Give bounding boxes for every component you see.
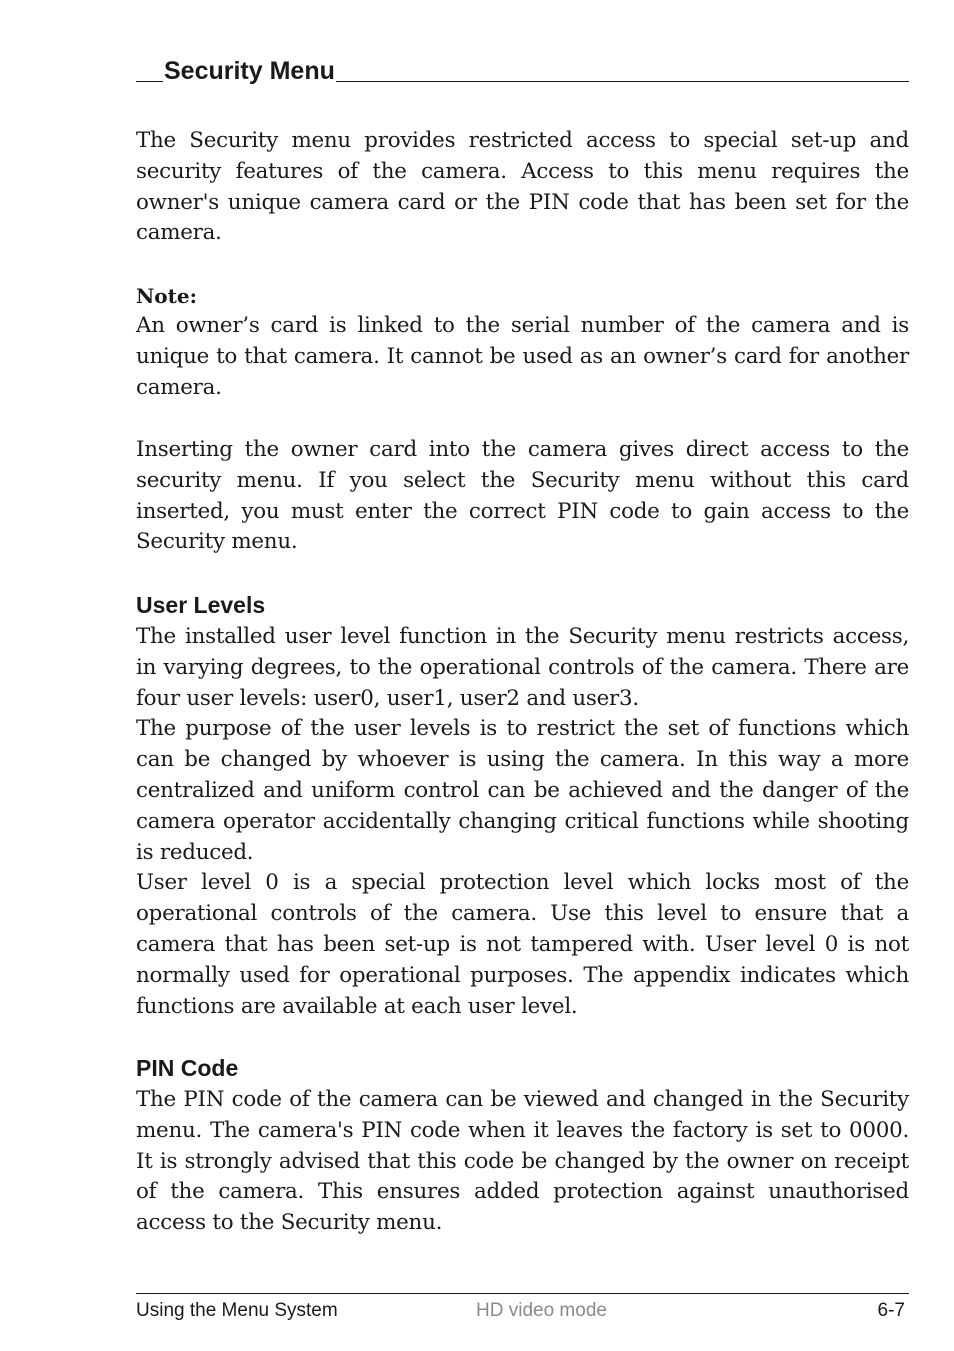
pin-code-heading: PIN Code <box>136 1055 239 1081</box>
footer-chapter-title: Using the Menu System <box>136 1300 338 1321</box>
footer-mode-label: HD video mode <box>476 1300 607 1321</box>
title-rule <box>336 81 909 82</box>
page-header <box>136 52 909 84</box>
note-label: Note: <box>136 284 197 308</box>
footer-page-number: 6-7 <box>877 1300 905 1321</box>
pin-code-paragraph: The PIN code of the camera can be viewed and changed in the Security menu. The camera's PIN code when it leaves the factory is set to 0000. It is strongly advised that this code be changed by the owner on receipt of the camera. This ensures added protection against unauthorised access to the Security menu. <box>136 1087 909 1236</box>
document-page <box>136 0 909 1351</box>
note-section <box>136 281 909 403</box>
note-paragraph: An owner’s card is linked to the serial number of the camera and is unique to that camera. It cannot be used as an owner’s card for another camera. <box>136 313 909 400</box>
owner-card-section <box>136 435 909 558</box>
page-title: Security Menu <box>164 57 335 85</box>
user-levels-heading: User Levels <box>136 592 266 618</box>
user-levels-paragraph: The purpose of the user levels is to restrict the set of functions which can be changed by whoever is using the camera. In this way a more centralized and uniform control can be achieved and the danger of the camera operator accidentally changing critical functions while shooting is reduced. <box>136 716 909 865</box>
user-levels-paragraph: The installed user level function in the Security menu restricts access, in varying degrees, to the operational controls of the camera. There are four user levels: user0, user1, user2 and user3. <box>136 624 909 711</box>
title-lead-rule <box>136 81 163 82</box>
footer-rule <box>136 1293 909 1294</box>
page-footer <box>136 1298 909 1324</box>
pin-code-section <box>136 1053 909 1239</box>
user-levels-paragraph: User level 0 is a special protection level which locks most of the operational controls of the camera. Use this level to ensure that a camera that has been set-up is not tampered with. User level 0 is not normally used for operational purposes. The appendix indicates which functions are available at each user level. <box>136 870 909 1019</box>
intro-paragraph: The Security menu provides restricted access to special set-up and security features of the camera. Access to this menu requires the owner's unique camera card or the PIN code that has been set for the camera. <box>136 128 909 246</box>
owner-card-paragraph: Inserting the owner card into the camera gives direct access to the security menu. If you select the Security menu without this card inserted, you must enter the correct PIN code to gain access to the Security menu. <box>136 437 909 555</box>
user-levels-section <box>136 590 909 1022</box>
intro-section <box>136 126 909 249</box>
